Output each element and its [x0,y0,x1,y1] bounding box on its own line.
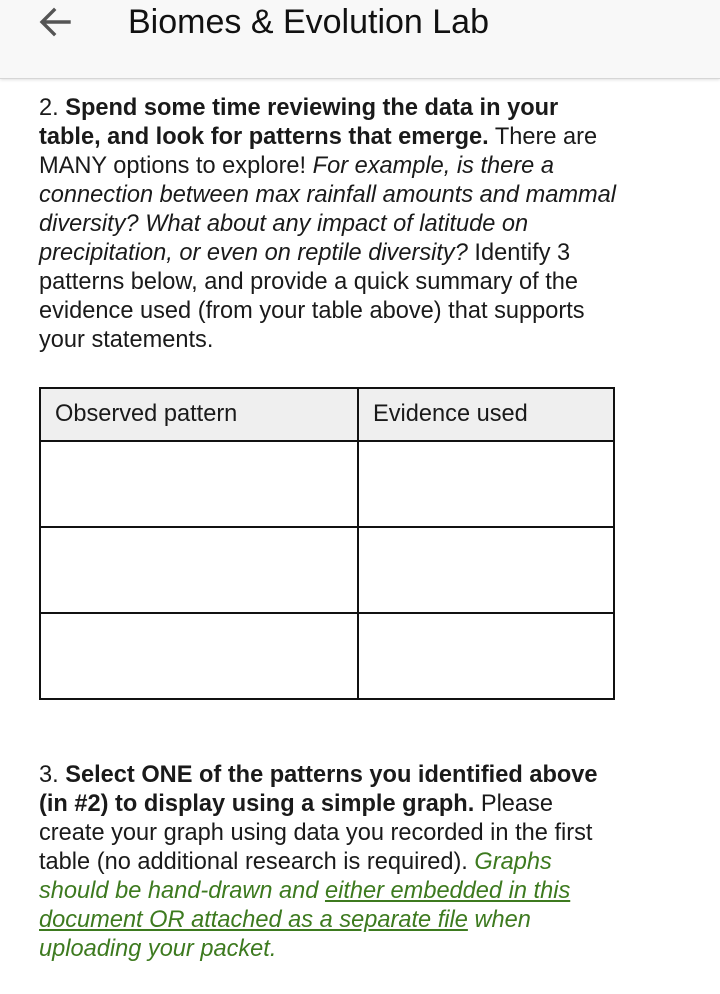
q2-plain-2: Identify 3 patterns below, and provide a quick summary of the evidence used (from your table above) that supports your statements. [39,240,585,353]
q3-green-instruction: Graphs should be hand-drawn and [39,849,552,904]
q3-plain: Please create your graph using data you recorded in the first table (no additional research is required). [39,791,593,875]
q2-number: 2. [39,95,59,121]
q2-italic-example: For example, is there a connection between max rainfall amounts and mammal diversity? What about any impact of latitude on precipitation, or even on reptile diversity? [39,153,617,266]
arrow-left-icon [38,7,72,37]
app-bar [0,0,720,79]
table-row [40,527,614,613]
evidence-cell[interactable] [358,527,614,613]
table-row [40,613,614,699]
evidence-cell[interactable] [358,613,614,699]
question-3-text [39,761,619,964]
table-header-row [40,388,614,441]
document-title: Biomes & Evolution Lab [128,3,489,41]
table-row [40,441,614,527]
q2-plain-1: There are MANY options to explore! [39,124,598,179]
header-evidence-used: Evidence used [358,388,614,441]
q3-bold-prompt: Select ONE of the patterns you identified above (in #2) to display using a simple graph. [39,762,598,817]
q3-number: 3. [39,762,59,788]
pattern-cell[interactable] [40,527,358,613]
q3-green-end: when uploading your packet. [39,907,531,962]
patterns-table [39,387,615,700]
evidence-cell[interactable] [358,441,614,527]
q2-bold-prompt: Spend some time reviewing the data in your table, and look for patterns that emerge. [39,95,559,150]
question-2-text [39,94,619,355]
header-observed-pattern: Observed pattern [40,388,358,441]
pattern-cell[interactable] [40,441,358,527]
back-button[interactable] [32,2,78,42]
pattern-cell[interactable] [40,613,358,699]
q3-green-link[interactable]: either embedded in this document OR attached as a separate file [39,878,571,933]
